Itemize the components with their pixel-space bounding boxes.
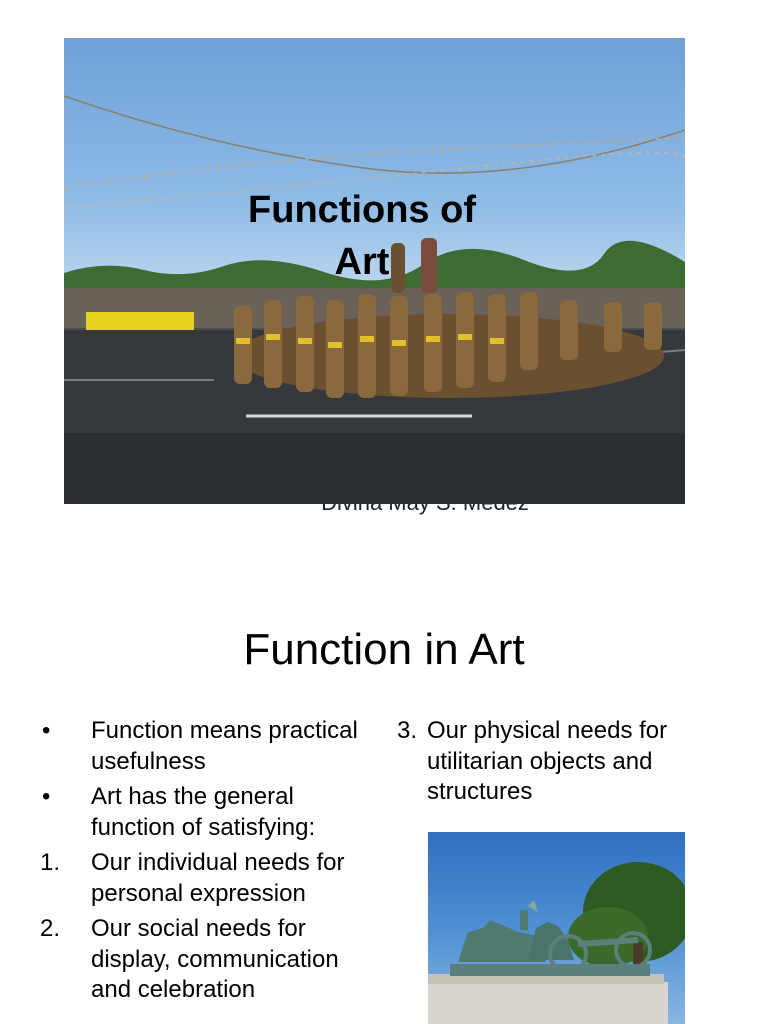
list-item [40,782,380,843]
slide1-title: Functions of Art [248,189,476,283]
number-marker: 3. [397,717,418,744]
list-item-text: Our individual needs for personal expression [91,849,345,907]
festival-dancers-photo [64,38,685,504]
list-item-text: Our physical needs for utilitarian objects and structures [427,717,668,805]
list-item-text: Our social needs for display, communication and celebration [91,915,339,1003]
list-item-text: Art has the general function of satisfying: [91,783,316,841]
list-item [397,716,727,808]
number-marker: 1. [40,849,61,876]
list-item [40,848,380,909]
bullet-marker: • [42,717,51,744]
list-item [40,914,380,1006]
list-item-text: Function means practical usefulness [91,717,358,775]
list-item [40,716,380,777]
number-marker: 2. [40,915,61,942]
monument-photo [428,832,685,1024]
bullet-marker: • [42,783,51,810]
right-bullet-list [397,716,727,813]
left-bullet-list [40,716,380,1011]
slide2-title: Function in Art [243,625,525,674]
